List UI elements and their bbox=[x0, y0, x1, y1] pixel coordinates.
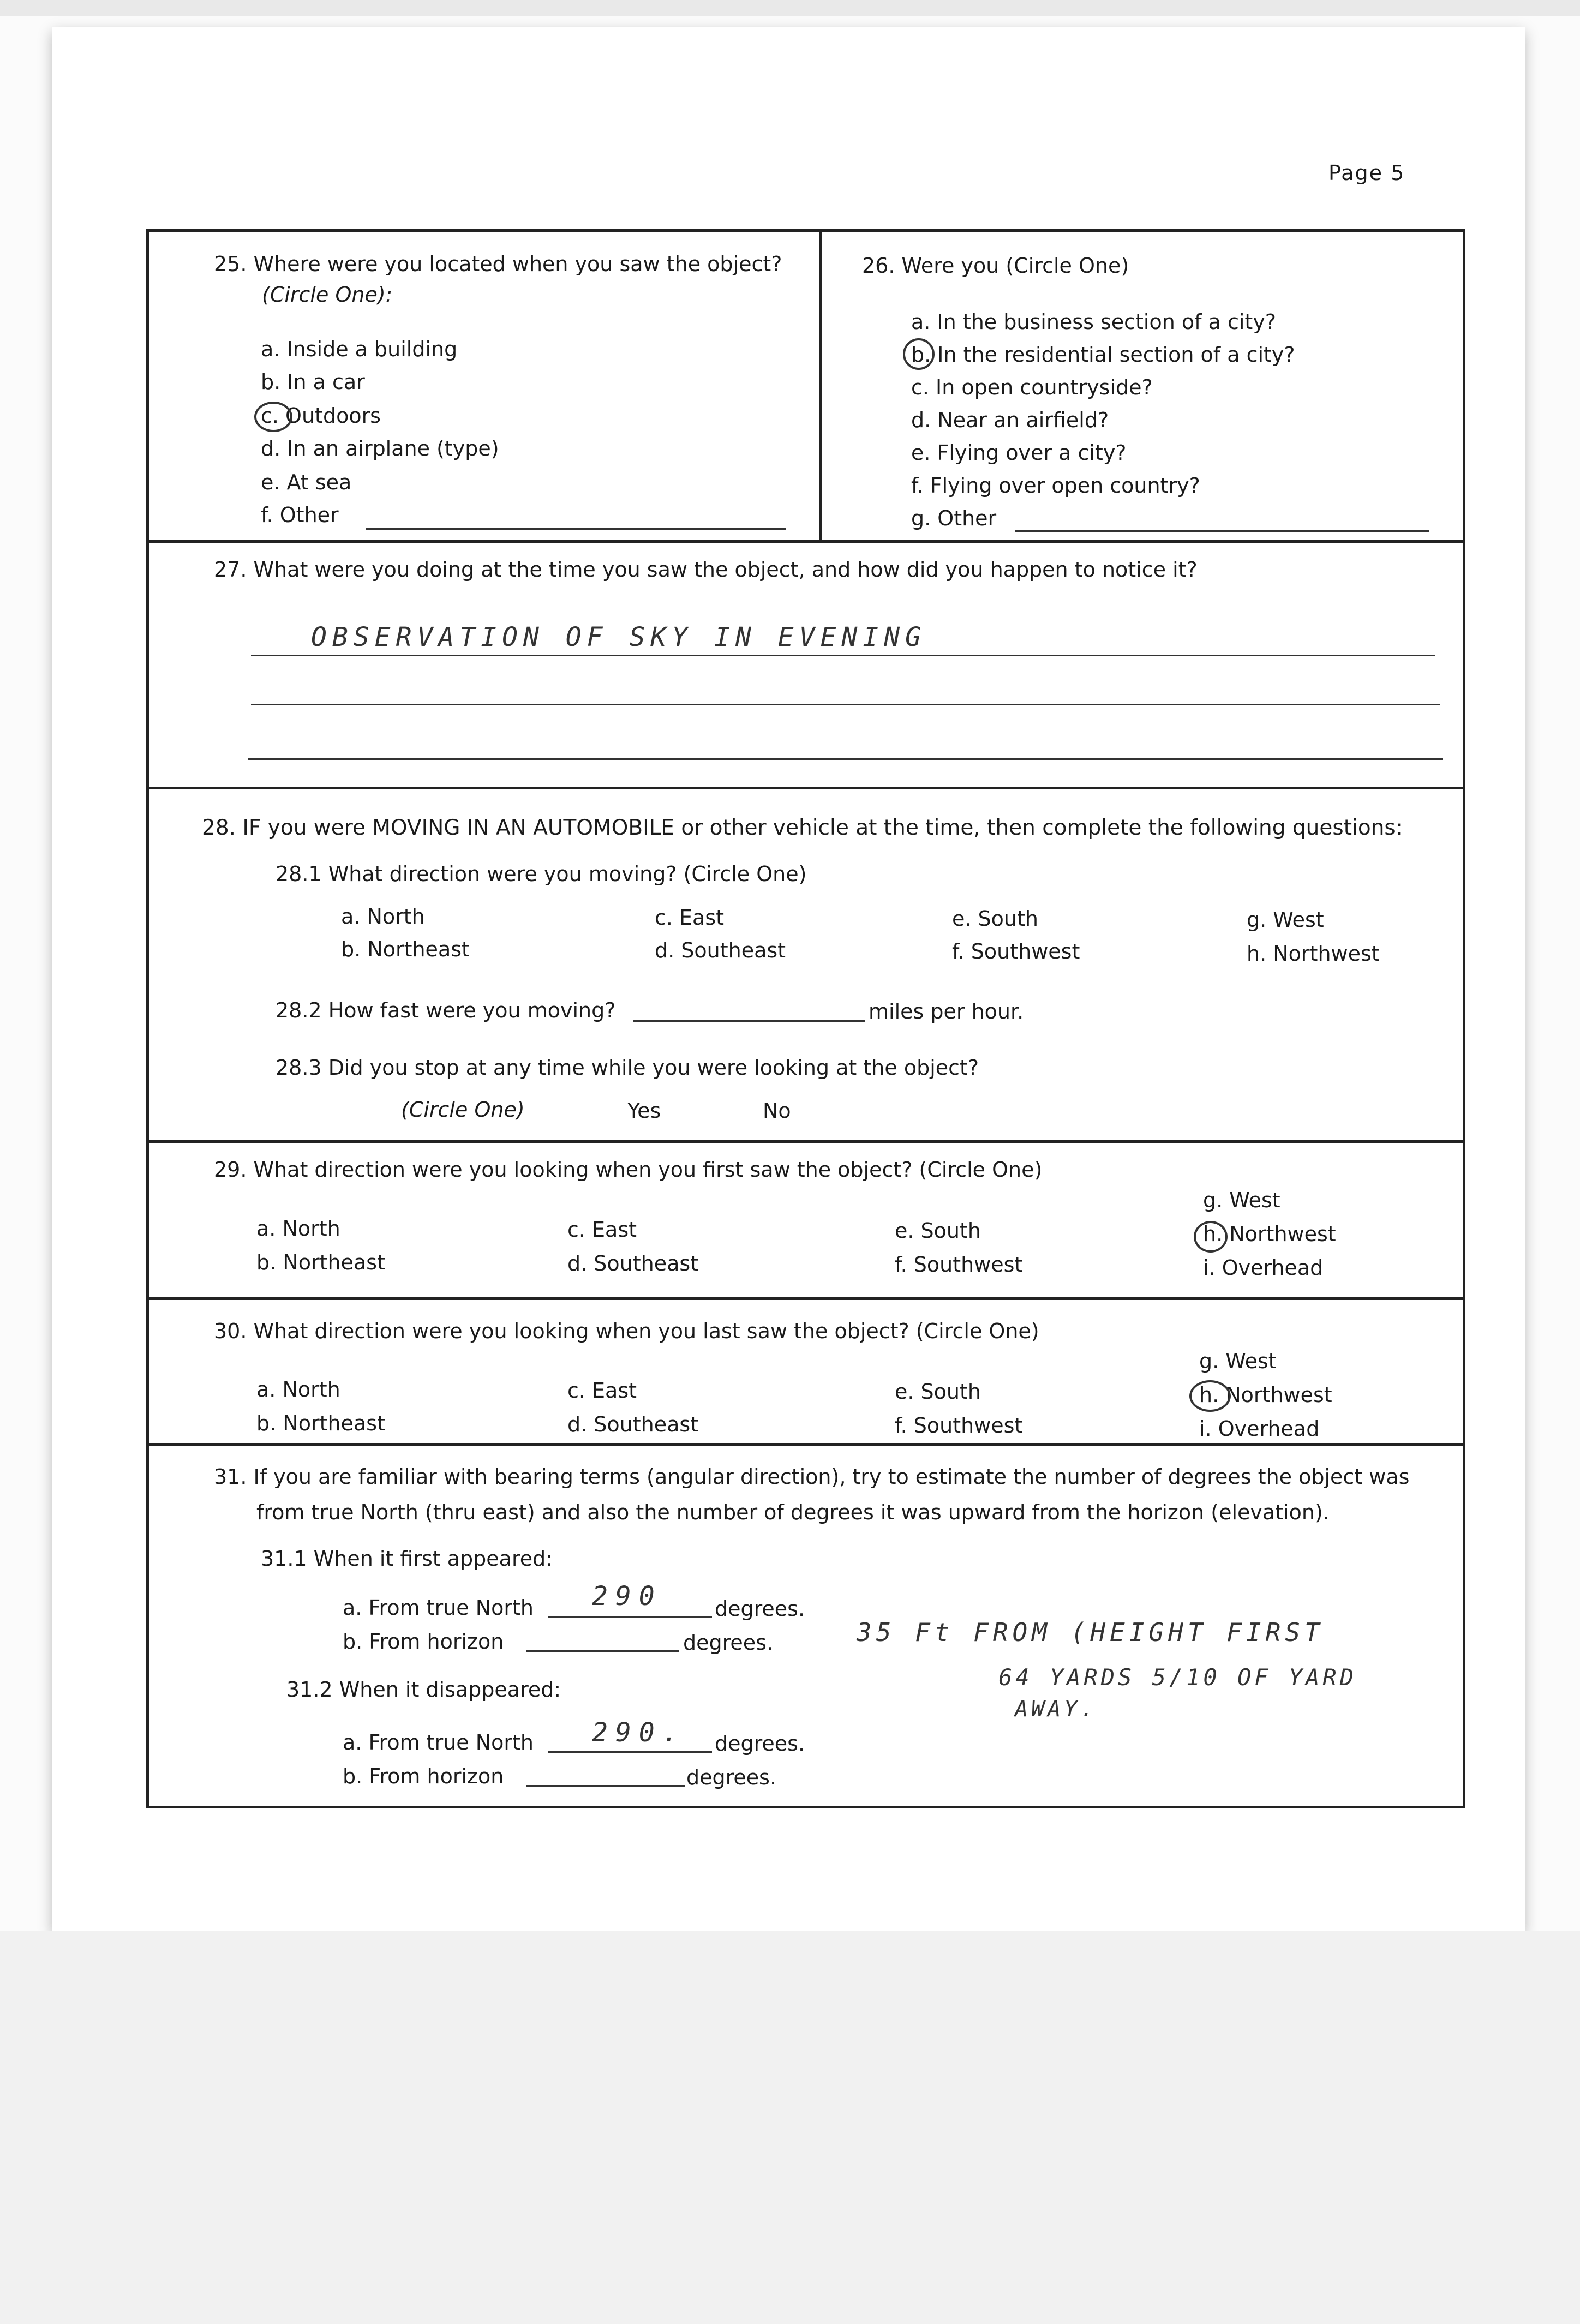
q28-1-option-h[interactable]: h. Northwest bbox=[1247, 942, 1380, 966]
q26-option-c[interactable]: c. In open countryside? bbox=[911, 375, 1153, 399]
q31-2-label: 31.2 When it disappeared: bbox=[286, 1678, 561, 1702]
q31-1-north-label: a. From true North bbox=[343, 1596, 534, 1620]
rule-31 bbox=[146, 1443, 1465, 1446]
q31-1-north-line[interactable] bbox=[548, 1616, 712, 1618]
q25-option-a[interactable]: a. Inside a building bbox=[261, 337, 458, 361]
q31-2-horizon-unit: degrees. bbox=[686, 1765, 777, 1789]
q26-option-b[interactable]: b. In the residential section of a city? bbox=[911, 343, 1295, 367]
q25-option-d[interactable]: d. In an airplane (type) bbox=[261, 436, 499, 460]
q28-1-option-a[interactable]: a. North bbox=[341, 905, 425, 929]
q27-line-3[interactable] bbox=[248, 758, 1443, 760]
q26-option-f[interactable]: f. Flying over open country? bbox=[911, 474, 1200, 498]
q29-option-a[interactable]: a. North bbox=[256, 1217, 340, 1241]
q30-question: 30. What direction were you looking when you last saw the object? (Circle One) bbox=[214, 1319, 1039, 1343]
q28-1-option-e[interactable]: e. South bbox=[952, 907, 1038, 931]
q29-option-b[interactable]: b. Northeast bbox=[256, 1250, 385, 1274]
q28-1-option-c[interactable]: c. East bbox=[655, 906, 725, 930]
q31-1-horizon-label: b. From horizon bbox=[343, 1630, 504, 1654]
q30-option-h[interactable]: h. Northwest bbox=[1199, 1383, 1332, 1407]
q25-question: 25. Where were you located when you saw the object? bbox=[214, 252, 782, 276]
q30-option-e[interactable]: e. South bbox=[895, 1380, 981, 1404]
q31-1-north-unit: degrees. bbox=[715, 1597, 805, 1621]
q31-line-1: 31. If you are familiar with bearing terms (angular direction), try to estimate the number of degrees the object was bbox=[214, 1465, 1410, 1489]
q26-option-e[interactable]: e. Flying over a city? bbox=[911, 441, 1127, 465]
q28-2-label: 28.2 How fast were you moving? bbox=[276, 998, 616, 1022]
q29-option-d[interactable]: d. Southeast bbox=[567, 1251, 699, 1275]
q28-1-option-d[interactable]: d. Southeast bbox=[655, 938, 786, 962]
q30-circle-mark bbox=[1189, 1380, 1231, 1412]
q28-2-unit: miles per hour. bbox=[869, 999, 1024, 1023]
q31-note-line-2: 64 YARDS 5/10 OF YARD bbox=[998, 1664, 1357, 1691]
q30-option-c[interactable]: c. East bbox=[567, 1379, 637, 1403]
q28-3-yes[interactable]: Yes bbox=[627, 1099, 661, 1123]
q25-option-e[interactable]: e. At sea bbox=[261, 470, 352, 494]
q30-option-g[interactable]: g. West bbox=[1199, 1349, 1277, 1373]
q31-2-north-label: a. From true North bbox=[343, 1730, 534, 1754]
q25-option-b[interactable]: b. In a car bbox=[261, 370, 365, 394]
q31-note-line-3: AWAY. bbox=[1015, 1697, 1097, 1722]
q29-option-i[interactable]: i. Overhead bbox=[1203, 1256, 1324, 1280]
q29-option-c[interactable]: c. East bbox=[567, 1218, 637, 1242]
q27-answer[interactable]: OBSERVATION OF SKY IN EVENING bbox=[311, 622, 927, 652]
q31-2-horizon-line[interactable] bbox=[526, 1785, 685, 1787]
q29-option-h[interactable]: h. Northwest bbox=[1203, 1222, 1336, 1246]
photo-edge bbox=[0, 0, 1580, 16]
q27-line-1[interactable] bbox=[251, 655, 1435, 656]
q31-2-horizon-label: b. From horizon bbox=[343, 1764, 504, 1788]
q27-line-2[interactable] bbox=[251, 704, 1440, 705]
q31-1-north-value[interactable]: 290 bbox=[592, 1581, 662, 1612]
q28-question: 28. IF you were MOVING IN AN AUTOMOBILE or other vehicle at the time, then complete the following questions: bbox=[202, 816, 1403, 840]
q28-3-instruction: (Circle One) bbox=[401, 1098, 525, 1122]
q25-circle-mark bbox=[254, 402, 292, 432]
q28-2-speed-line[interactable] bbox=[633, 1020, 865, 1022]
rule-29 bbox=[146, 1140, 1465, 1143]
q30-option-a[interactable]: a. North bbox=[256, 1377, 340, 1401]
q28-1-option-f[interactable]: f. Southwest bbox=[952, 939, 1080, 963]
page-number: Page 5 bbox=[1328, 161, 1405, 185]
q26-option-g[interactable]: g. Other bbox=[911, 506, 997, 530]
q29-option-g[interactable]: g. West bbox=[1203, 1188, 1280, 1212]
rule-27 bbox=[146, 540, 1465, 543]
q29-circle-mark bbox=[1194, 1221, 1228, 1253]
q31-2-north-unit: degrees. bbox=[715, 1732, 805, 1756]
q31-line-2: from true North (thru east) and also the number of degrees it was upward from the horizon (elevation). bbox=[256, 1500, 1330, 1524]
q28-3-label: 28.3 Did you stop at any time while you were looking at the object? bbox=[276, 1056, 979, 1080]
divider-25-26 bbox=[819, 229, 822, 543]
q31-2-north-line[interactable] bbox=[548, 1751, 712, 1753]
backdrop bbox=[0, 1931, 1580, 2324]
q26-other-line[interactable] bbox=[1015, 530, 1429, 532]
q26-question: 26. Were you (Circle One) bbox=[862, 254, 1129, 278]
q31-2-north-value[interactable]: 290. bbox=[592, 1717, 686, 1748]
q28-1-label: 28.1 What direction were you moving? (Circle One) bbox=[276, 862, 807, 886]
q29-question: 29. What direction were you looking when you first saw the object? (Circle One) bbox=[214, 1158, 1043, 1182]
rule-28 bbox=[146, 787, 1465, 789]
q31-1-horizon-line[interactable] bbox=[526, 1650, 679, 1652]
q26-option-a[interactable]: a. In the business section of a city? bbox=[911, 310, 1276, 334]
q28-1-option-g[interactable]: g. West bbox=[1247, 908, 1324, 932]
q29-option-f[interactable]: f. Southwest bbox=[895, 1253, 1023, 1277]
q25-option-c[interactable]: c. Outdoors bbox=[261, 404, 381, 428]
q28-1-option-b[interactable]: b. Northeast bbox=[341, 937, 470, 961]
q31-1-label: 31.1 When it first appeared: bbox=[261, 1547, 553, 1571]
q30-option-b[interactable]: b. Northeast bbox=[256, 1411, 385, 1435]
q25-other-line[interactable] bbox=[366, 528, 786, 530]
q30-option-f[interactable]: f. Southwest bbox=[895, 1413, 1023, 1437]
rule-30 bbox=[146, 1297, 1465, 1300]
q31-1-horizon-unit: degrees. bbox=[683, 1631, 774, 1655]
q25-instruction: (Circle One): bbox=[262, 283, 393, 307]
q25-option-f[interactable]: f. Other bbox=[261, 503, 339, 527]
q27-question: 27. What were you doing at the time you saw the object, and how did you happen to notice it? bbox=[214, 558, 1198, 582]
q26-circle-mark bbox=[903, 338, 935, 370]
q30-option-i[interactable]: i. Overhead bbox=[1199, 1417, 1320, 1441]
q30-option-d[interactable]: d. Southeast bbox=[567, 1412, 699, 1436]
q28-3-no[interactable]: No bbox=[763, 1099, 791, 1123]
q26-option-d[interactable]: d. Near an airfield? bbox=[911, 408, 1109, 432]
q31-note-line-1: 35 Ft FROM (HEIGHT FIRST bbox=[857, 1618, 1324, 1647]
q29-option-e[interactable]: e. South bbox=[895, 1219, 981, 1243]
